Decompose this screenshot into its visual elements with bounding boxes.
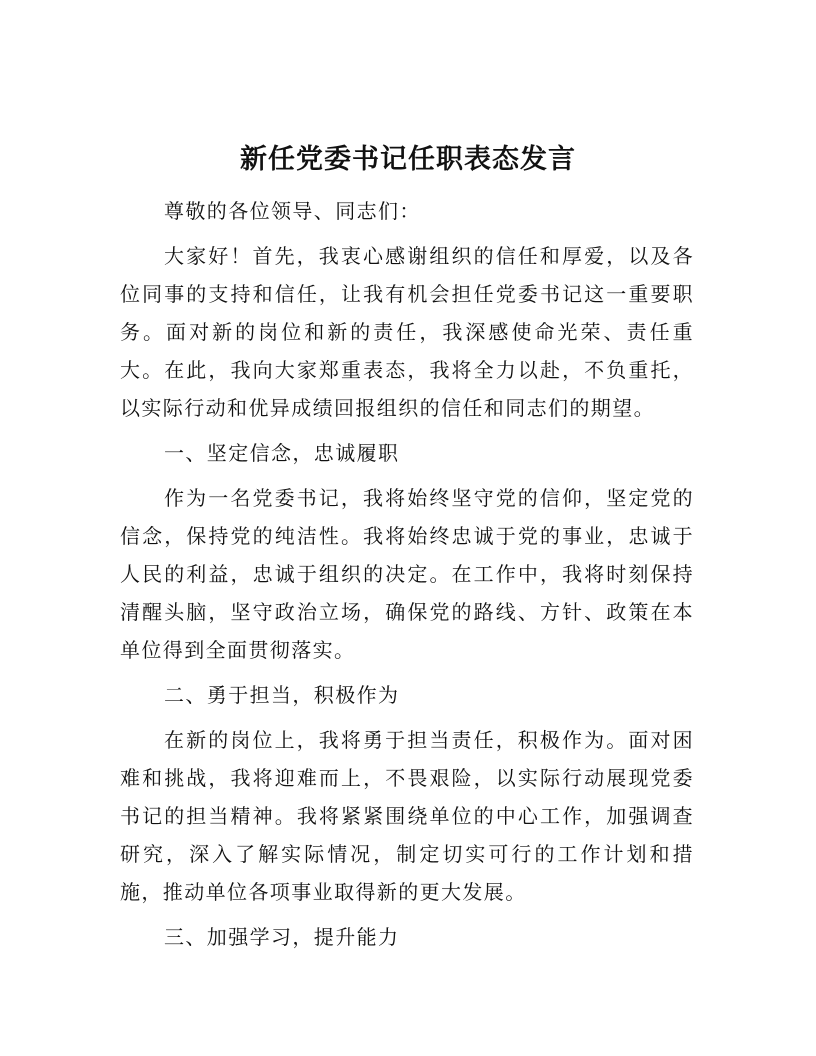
section-paragraph-2: 在新的岗位上，我将勇于担当责任，积极作为。面对困难和挑战，我将迎难而上，不畏艰险，以实际行动展现党委书记的担当精神。我将紧紧围绕单位的中心工作，加强调查研究，深入了解实际情况，制定切实可行的工作计划和措施，推动单位各项事业取得新的更大发展。	[120, 728, 694, 904]
section-heading-1: 一、坚定信念，忠诚履职	[164, 441, 400, 465]
salutation: 尊敬的各位领导、同志们：	[164, 199, 421, 223]
section-heading-2: 二、勇于担当，积极作为	[164, 683, 400, 707]
section-heading-3: 三、加强学习，提升能力	[164, 925, 400, 949]
section-paragraph-1: 作为一名党委书记，我将始终坚守党的信仰，坚定党的信念，保持党的纯洁性。我将始终忠诚于党的事业，忠诚于人民的利益，忠诚于组织的决定。在工作中，我将时刻保持清醒头脑，坚守政治立场，确保党的路线、方针、政策在本单位得到全面贯彻落实。	[120, 486, 694, 662]
document-body	[120, 192, 694, 963]
intro-paragraph: 大家好！首先，我衷心感谢组织的信任和厚爱，以及各位同事的支持和信任，让我有机会担任党委书记这一重要职务。面对新的岗位和新的责任，我深感使命光荣、责任重大。在此，我向大家郑重表态，我将全力以赴，不负重托，以实际行动和优异成绩回报组织的信任和同志们的期望。	[120, 244, 694, 420]
document-title: 新任党委书记任职表态发言	[240, 144, 576, 175]
